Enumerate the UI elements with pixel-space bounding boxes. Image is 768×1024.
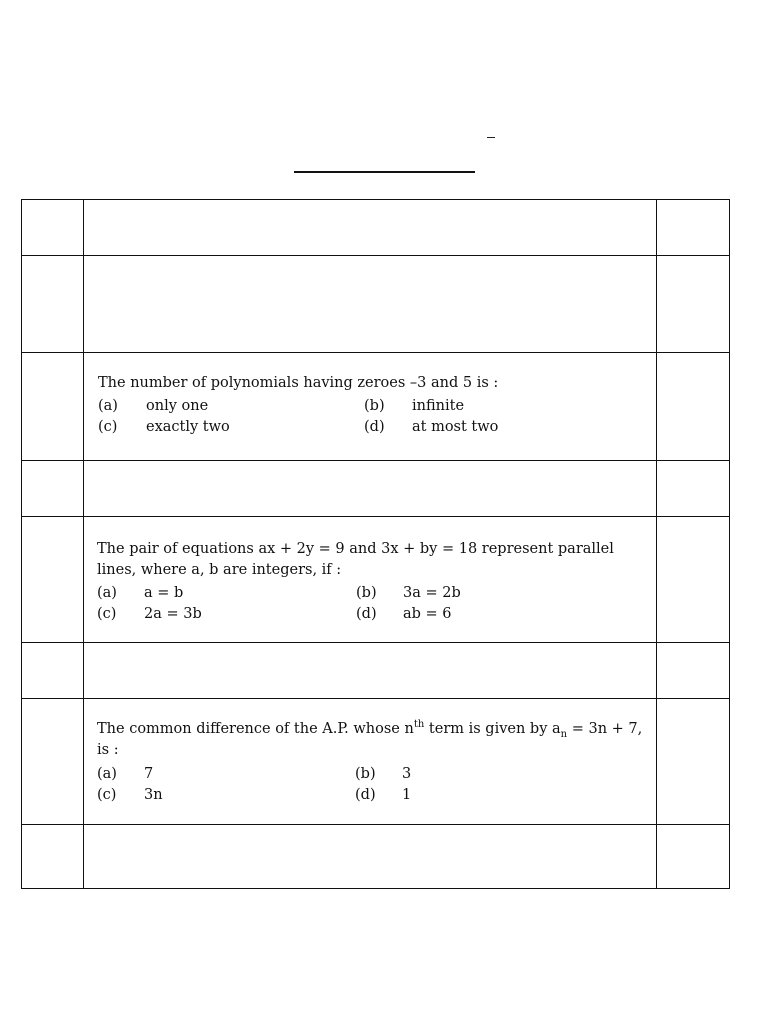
option-d [356,604,644,625]
serial-cell [22,643,84,699]
marks-cell [657,699,730,825]
option-d [355,785,644,806]
marks-cell [657,200,730,256]
serial-cell [22,461,84,517]
option-d [364,417,644,438]
serial-cell [22,699,84,825]
option-a [98,396,364,417]
marks-cell [657,517,730,643]
stem-subscript: n [560,728,568,740]
option-text: 3n [144,787,163,803]
question-cell [84,200,657,256]
option-label: (a) [97,766,117,782]
question-cell [84,461,657,517]
marks-cell [657,256,730,353]
option-text: exactly two [146,419,230,435]
option-text: only one [146,398,209,414]
option-text: 7 [144,766,154,782]
options-grid [98,396,644,438]
table-row [22,200,730,256]
table-row [22,825,730,889]
option-text: 1 [402,787,412,803]
serial-cell [22,200,84,256]
question-cell [84,643,657,699]
option-label: (b) [364,398,385,414]
options-grid [97,764,644,806]
question-stem: The pair of equations ax + 2y = 9 and 3x + by = 18 represent parallel lines, where a, b are integers, if : [97,541,614,578]
option-label: (d) [356,606,377,622]
question-table [21,199,730,889]
question-stem [97,719,644,761]
option-a [97,583,356,604]
option-b [355,764,644,785]
option-c [98,417,364,438]
option-c [97,604,356,625]
serial-cell [22,517,84,643]
option-text: at most two [412,419,499,435]
stem-part: term is given by a [424,721,561,737]
option-b [356,583,644,604]
table-row [22,461,730,517]
table-row [22,643,730,699]
option-label: (c) [98,419,118,435]
question-row-2 [22,517,730,643]
serial-cell [22,825,84,889]
option-label: (a) [97,585,117,601]
marks-cell [657,461,730,517]
title-underline [294,171,475,173]
option-label: (c) [97,787,117,803]
marks-cell [657,825,730,889]
option-label: (c) [97,606,117,622]
option-text: 3 [402,766,412,782]
marks-cell [657,643,730,699]
serial-cell [22,353,84,461]
option-label: (b) [356,585,377,601]
options-grid [97,583,644,625]
option-text: ab = 6 [403,606,452,622]
option-label: (d) [355,787,376,803]
option-c [97,785,355,806]
marks-cell [657,353,730,461]
question-cell [84,517,657,643]
question-cell [84,353,657,461]
stem-part: = 3n + 7, is : [97,721,643,758]
question-cell [84,699,657,825]
stem-part: The common difference of the A.P. whose n [97,721,414,737]
option-label: (b) [355,766,376,782]
question-row-3 [22,699,730,825]
option-a [97,764,355,785]
question-cell [84,825,657,889]
question-row-1 [22,353,730,461]
question-cell [84,256,657,353]
option-text: 3a = 2b [403,585,461,601]
question-stem: The number of polynomials having zeroes –3 and 5 is : [98,375,499,391]
option-text: a = b [144,585,184,601]
option-text: infinite [412,398,465,414]
option-b [364,396,644,417]
stem-superscript: th [413,719,425,731]
table-row [22,256,730,353]
header-dash [487,137,495,138]
option-text: 2a = 3b [144,606,202,622]
option-label: (a) [98,398,118,414]
serial-cell [22,256,84,353]
option-label: (d) [364,419,385,435]
